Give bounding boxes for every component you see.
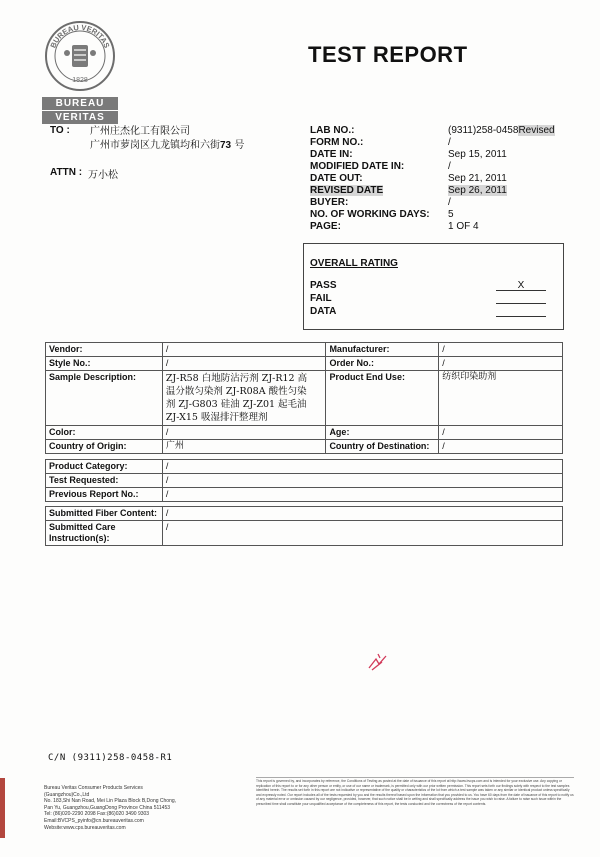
lab-no-value [448,125,555,137]
rating-fail-line [496,293,546,304]
rating-data-label: DATA [310,306,337,317]
product-category-label: Product Category: [46,460,163,474]
revised-date-label-text: REVISED DATE [310,185,384,196]
modified-date-value: / [448,161,451,172]
address-suffix: 号 [234,140,245,151]
test-requested-label: Test Requested: [46,474,163,488]
footer-address-line: (Guangzhou)Co.,Ltd [44,791,90,798]
attn-label: ATTN : [50,167,83,178]
attn-value: 万小松 [88,170,118,181]
modified-date-label: MODIFIED DATE IN: [310,161,405,172]
rating-data-row [310,306,550,317]
working-days-value: 5 [448,209,454,220]
footer-address [44,785,244,831]
form-no-value: / [448,137,451,148]
overall-rating-box [303,243,564,330]
logo-word-bureau: BUREAU [42,97,118,110]
rating-fail-row [310,293,550,304]
test-requested-value: / [162,474,562,488]
fiber-content-value: / [162,507,562,521]
sample-description-line: 剂 ZJ-G803 硅油 ZJ-Z01 起毛油 [165,399,307,410]
sample-description-line: 温分散匀染剂 ZJ-R08A 酸性匀染 [165,386,307,397]
care-instruction-value: / [162,521,562,546]
order-no-label: Order No.: [326,357,439,371]
table-row [46,343,563,357]
rating-pass-label: PASS [310,280,337,291]
product-category-value: / [162,460,562,474]
table-row [46,474,563,488]
footer-address-line: Tel: (86)020-2290 2098 Fax:(86)020 3490 9303 [44,811,150,818]
footer-divider [256,777,574,778]
date-out-label: DATE OUT: [310,173,363,184]
lab-no-revised: Revised [518,125,555,136]
country-of-origin-label: Country of Origin: [46,440,163,454]
age-label: Age: [326,426,439,440]
previous-report-label: Previous Report No.: [46,488,163,502]
rating-fail-label: FAIL [310,293,332,304]
country-of-origin-value: 广州 [162,440,326,454]
lab-no-row [310,125,555,137]
working-days-label: NO. OF WORKING DAYS: [310,209,430,220]
manufacturer-value: / [439,343,563,357]
table-row [46,521,563,546]
vendor-value: / [162,343,326,357]
revised-date-value [448,185,507,197]
page-label: PAGE: [310,221,341,232]
date-out-value: Sep 21, 2011 [448,173,507,184]
country-of-destination-label: Country of Destination: [326,440,439,454]
table-row [46,507,563,521]
footer-address-line: Website:www.cps.bureauveritas.com [44,824,126,831]
revised-date-label [310,185,448,197]
fiber-content-label: Submitted Fiber Content: [46,507,163,521]
table-row [46,440,563,454]
table-row [46,357,563,371]
sample-info-table [45,342,563,454]
table-row [46,426,563,440]
page-row [310,221,555,233]
date-out-row [310,173,555,185]
red-stamp-mark-icon [366,650,392,674]
seal-year: 1828 [72,77,88,84]
buyer-row [310,197,555,209]
working-days-row [310,209,555,221]
modified-date-row [310,161,555,173]
sample-description-line: ZJ-X15 吸湿排汗整理剂 [165,412,268,423]
to-label: TO : [50,125,70,136]
style-no-label: Style No.: [46,357,163,371]
product-end-use-label: Product End Use: [326,371,439,426]
rating-data-line [496,306,546,317]
product-category-table [45,459,563,502]
age-value: / [439,426,563,440]
care-instruction-label: Submitted Care Instruction(s): [46,521,163,546]
form-no-row [310,137,555,149]
table-row [46,371,563,426]
rating-pass-row [310,280,550,291]
footer-cn-number: C/N (9311)258-0458-R1 [48,753,173,763]
overall-rating-title: OVERALL RATING [310,258,398,269]
to-company: 广州庄杰化工有限公司 [90,126,190,137]
bureau-veritas-logo [30,20,130,124]
sample-description-label: Sample Description: [46,371,163,426]
date-in-value: Sep 15, 2011 [448,149,507,160]
footer-address-line: Email:BVCPS_pyinfo@cn.bureauveritas.com [44,817,144,824]
buyer-value: / [448,197,451,208]
address-number: 73 [220,140,232,151]
report-info-block [310,125,555,233]
bureau-veritas-seal-icon [44,20,116,92]
to-address-block [90,125,244,153]
table-row [46,460,563,474]
lab-no-number: (9311)258-0458 [448,125,519,136]
date-in-row [310,149,555,161]
lab-no-label: LAB NO.: [310,125,355,136]
seal-text: BUREAU VERITAS [48,22,112,50]
to-address [90,139,244,153]
revised-date-value-text: Sep 26, 2011 [448,185,507,196]
previous-report-value: / [162,488,562,502]
product-end-use-value: 纺织印染助剂 [439,371,563,426]
sample-description-value [162,371,326,426]
date-in-label: DATE IN: [310,149,353,160]
footer-address-line: No. 183,Shi Nan Road, Mei Lin Plaza Block B,Dong Chong, [44,798,177,805]
form-no-label: FORM NO.: [310,137,364,148]
color-label: Color: [46,426,163,440]
buyer-label: BUYER: [310,197,349,208]
order-no-value: / [439,357,563,371]
style-no-value: / [162,357,326,371]
country-of-destination-value: / [439,440,563,454]
fiber-care-table [45,506,563,546]
color-value: / [162,426,326,440]
page-value: 1 OF 4 [448,221,479,232]
report-title: TEST REPORT [308,42,468,67]
manufacturer-label: Manufacturer: [326,343,439,357]
address-prefix: 广州市萝岗区九龙镇均和六街 [90,140,220,151]
sample-description-line: ZJ-R58 白地防沾污剂 ZJ-R12 高 [165,373,308,384]
rating-pass-mark: X [496,280,546,291]
logo-word-veritas: VERITAS [42,111,118,124]
footer-address-line: Bureau Veritas Consumer Products Services [44,785,143,791]
footer-address-line: Pan Yu, Guangzhou,GuangDong Province China 511453 [44,804,171,811]
left-red-bar [0,778,5,838]
footer-terms: This report is governed by, and incorporates by reference, the Conditions of Testing as posted at the date of issuance of this report at http://www.bvcps.com and is intended for your exclusive use. Any copying or replication of this report to or for any other person or entity, or use of our name or trademark, is permitted only with our prior written permission. This report sets forth our findings solely with respect to the test samples identified herein. The results set forth in this report are not indicative or representative of the quality or characteristics of the lot from which a test sample was taken or any similar or identical product unless specifically and expressly noted. Our report includes all of the tests requested by you and the results thereof based upon the information that you provided to us. You have 60 days from the date of issuance of this report to notify us of any material error or omission caused by our negligence, provided, however, that such notice shall be in writing and shall specifically address the issue you wish to raise. A failure to raise such issue within the prescribed time shall constitute your unqualified acceptance of the completeness of this report, the tests conducted and the correctness of the report contents. [256,779,574,806]
table-row [46,488,563,502]
vendor-label: Vendor: [46,343,163,357]
revised-date-row [310,185,555,197]
